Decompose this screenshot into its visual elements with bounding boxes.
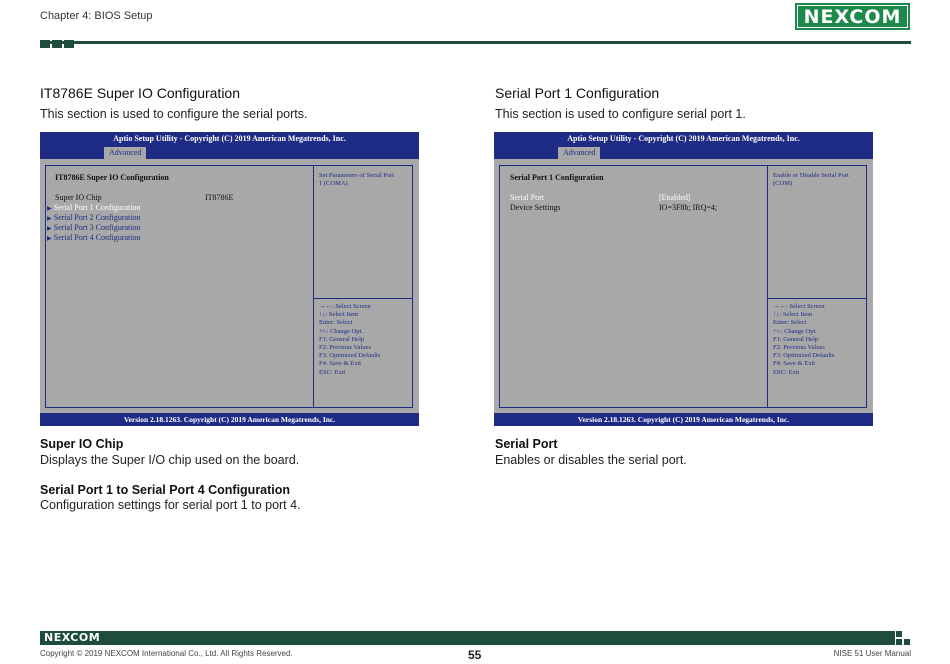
help-text: Enable or Disable Serial Port (COM): [773, 172, 849, 187]
key-legend: [319, 303, 380, 377]
bios-screen-super-io: [40, 132, 419, 426]
footer-bar: [40, 631, 895, 645]
key-f2: F2: Previous Values: [773, 344, 825, 352]
super-io-chip-label: Super IO Chip: [55, 193, 102, 202]
super-io-chip-value: IT8786E: [205, 193, 234, 202]
footer-logo: NEXCOM: [44, 631, 101, 644]
bios-heading: Serial Port 1 Configuration: [510, 173, 604, 182]
help-divider: [313, 298, 413, 299]
device-settings-value: IO=3F8h; IRQ=4;: [659, 203, 718, 212]
serial-port-heading: Serial Port: [495, 437, 558, 451]
serial-ports-heading: Serial Port 1 to Serial Port 4 Configuration: [40, 483, 291, 497]
panel-divider: [767, 165, 768, 408]
menu-item-label: Serial Port 3 Configuration: [53, 223, 141, 232]
right-section-title: Serial Port 1 Configuration: [495, 85, 660, 101]
chapter-title: Chapter 4: BIOS Setup: [40, 10, 153, 22]
menu-item-label: Serial Port 4 Configuration: [53, 233, 141, 242]
key-select-screen: →←: Select Screen: [773, 303, 825, 310]
key-f2: F2: Previous Values: [319, 344, 371, 352]
bios-title-bar: Aptio Setup Utility - Copyright (C) 2019 American Megatrends, Inc.: [494, 132, 873, 146]
page-number: 55: [468, 648, 482, 662]
menu-item-label: Serial Port 2 Configuration: [53, 213, 141, 222]
super-io-chip-heading: Super IO Chip: [40, 437, 124, 451]
key-select-screen: →←: Select Screen: [319, 303, 371, 310]
key-f3: F3: Optimized Defaults: [773, 352, 835, 360]
serial-port-label[interactable]: Serial Port: [510, 193, 544, 202]
key-f1: F1: General Help: [319, 335, 365, 343]
serial-port-desc: Enables or disables the serial port.: [495, 453, 687, 467]
key-change-opt: +/-: Change Opt.: [319, 327, 363, 335]
bios-heading: IT8786E Super IO Configuration: [55, 173, 169, 182]
panel-divider: [313, 165, 314, 408]
key-select-item: ↑↓: Select Item: [319, 311, 359, 319]
menu-item-label: Serial Port 1 Configuration: [53, 203, 141, 212]
key-change-opt: +/-: Change Opt.: [773, 327, 817, 335]
bios-title-bar: Aptio Setup Utility - Copyright (C) 2019 American Megatrends, Inc.: [40, 132, 419, 146]
key-esc: ESC: Exit: [773, 368, 800, 376]
key-esc: ESC: Exit: [319, 368, 346, 376]
help-divider: [767, 298, 867, 299]
device-settings-label: Device Settings: [510, 203, 561, 212]
bios-version-bar: Version 2.18.1263. Copyright (C) 2019 American Megatrends, Inc.: [494, 413, 873, 426]
super-io-chip-desc: Displays the Super I/O chip used on the board.: [40, 453, 300, 467]
menu-serial-port-1[interactable]: ▶ Serial Port 1 Configuration: [47, 203, 141, 212]
serial-port-value[interactable]: [Enabled]: [659, 193, 691, 202]
key-f3: F3: Optimized Defaults: [319, 352, 381, 360]
help-text: Set Parameters of Serial Port 1 (COMA): [319, 172, 395, 187]
menu-serial-port-3[interactable]: ▶ Serial Port 3 Configuration: [47, 223, 141, 232]
copyright-text: Copyright © 2019 NEXCOM International Co., Ltd. All Rights Reserved.: [40, 649, 293, 658]
header-rule: [40, 41, 911, 44]
key-f4: F4: Save & Exit: [773, 360, 816, 368]
key-enter: Enter: Select: [319, 319, 353, 327]
manual-name: NISE 51 User Manual: [833, 649, 911, 658]
key-f1: F1: General Help: [773, 335, 819, 343]
key-enter: Enter: Select: [773, 319, 807, 327]
right-section-desc: This section is used to configure serial port 1.: [495, 107, 746, 121]
menu-serial-port-4[interactable]: ▶ Serial Port 4 Configuration: [47, 233, 141, 242]
left-section-title: IT8786E Super IO Configuration: [40, 85, 241, 101]
menu-serial-port-2[interactable]: ▶ Serial Port 2 Configuration: [47, 213, 141, 222]
key-legend: [773, 303, 834, 377]
key-f4: F4: Save & Exit: [319, 360, 362, 368]
bios-version-bar: Version 2.18.1263. Copyright (C) 2019 American Megatrends, Inc.: [40, 413, 419, 426]
footer-squares: [896, 631, 911, 646]
tab-advanced[interactable]: Advanced: [104, 147, 146, 159]
bios-tab-bar: [494, 146, 873, 159]
logo-text: NEXCOM: [803, 5, 902, 28]
serial-ports-desc: Configuration settings for serial port 1 to port 4.: [40, 498, 301, 512]
bios-tab-bar: [40, 146, 419, 159]
header-squares: [40, 40, 74, 48]
tab-advanced[interactable]: Advanced: [558, 147, 600, 159]
bios-screen-serial-port-1: [494, 132, 873, 426]
key-select-item: ↑↓: Select Item: [773, 311, 813, 319]
nexcom-logo: [795, 3, 910, 30]
left-section-desc: This section is used to configure the serial ports.: [40, 107, 308, 121]
